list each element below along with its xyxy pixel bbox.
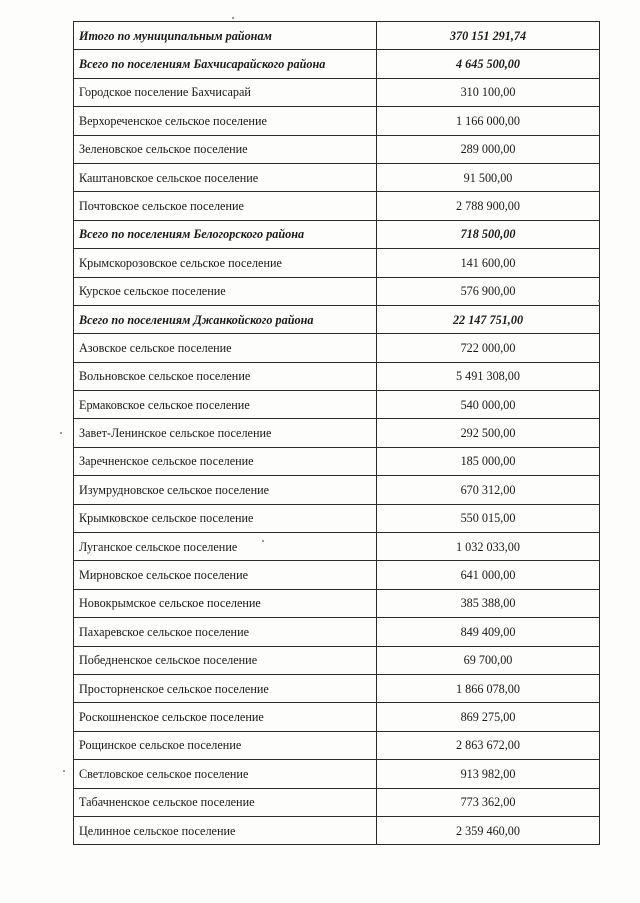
- settlement-name-cell: Табачненское сельское поселение: [74, 788, 377, 816]
- table-row-subtotal: [74, 220, 600, 248]
- amount-cell: 641 000,00: [377, 561, 600, 589]
- amount-cell: 849 409,00: [377, 618, 600, 646]
- amount-cell: 1 166 000,00: [377, 107, 600, 135]
- table-row-subtotal: [74, 50, 600, 78]
- amount-cell: 22 147 751,00: [377, 305, 600, 333]
- table-row: [74, 646, 600, 674]
- scan-speck: [60, 432, 62, 434]
- settlement-name-cell: Городское поселение Бахчисарай: [74, 78, 377, 106]
- amount-cell: 2 788 900,00: [377, 192, 600, 220]
- table-row: [74, 163, 600, 191]
- table-row: [74, 760, 600, 788]
- settlement-name-cell: Светловское сельское поселение: [74, 760, 377, 788]
- table-row: [74, 135, 600, 163]
- table-row: [74, 788, 600, 816]
- amount-cell: 1 032 033,00: [377, 533, 600, 561]
- amount-cell: 5 491 308,00: [377, 362, 600, 390]
- table-row: [74, 107, 600, 135]
- amount-cell: 289 000,00: [377, 135, 600, 163]
- scan-speck: [598, 300, 600, 302]
- amount-cell: 91 500,00: [377, 163, 600, 191]
- amount-cell: 1 866 078,00: [377, 674, 600, 702]
- amount-cell: 722 000,00: [377, 334, 600, 362]
- amount-cell: 292 500,00: [377, 419, 600, 447]
- amount-cell: 4 645 500,00: [377, 50, 600, 78]
- table-row: [74, 277, 600, 305]
- settlement-name-cell: Азовское сельское поселение: [74, 334, 377, 362]
- table-row: [74, 703, 600, 731]
- allocation-table-body: [74, 22, 600, 845]
- settlement-name-cell: Изумрудновское сельское поселение: [74, 476, 377, 504]
- amount-cell: 576 900,00: [377, 277, 600, 305]
- allocation-table: [73, 21, 600, 845]
- amount-cell: 718 500,00: [377, 220, 600, 248]
- amount-cell: 370 151 291,74: [377, 22, 600, 50]
- amount-cell: 773 362,00: [377, 788, 600, 816]
- settlement-name-cell: Луганское сельское поселение: [74, 533, 377, 561]
- settlement-name-cell: Крымковское сельское поселение: [74, 504, 377, 532]
- amount-cell: 385 388,00: [377, 589, 600, 617]
- table-row: [74, 589, 600, 617]
- table-row: [74, 504, 600, 532]
- settlement-name-cell: Новокрымское сельское поселение: [74, 589, 377, 617]
- settlement-name-cell: Всего по поселениям Джанкойского района: [74, 305, 377, 333]
- settlement-name-cell: Курское сельское поселение: [74, 277, 377, 305]
- settlement-name-cell: Всего по поселениям Белогорского района: [74, 220, 377, 248]
- amount-cell: 185 000,00: [377, 447, 600, 475]
- settlement-name-cell: Победненское сельское поселение: [74, 646, 377, 674]
- settlement-name-cell: Мирновское сельское поселение: [74, 561, 377, 589]
- settlement-name-cell: Зеленовское сельское поселение: [74, 135, 377, 163]
- table-row: [74, 419, 600, 447]
- settlement-name-cell: Целинное сельское поселение: [74, 816, 377, 844]
- table-row: [74, 447, 600, 475]
- settlement-name-cell: Пахаревское сельское поселение: [74, 618, 377, 646]
- table-row: [74, 674, 600, 702]
- table-row: [74, 334, 600, 362]
- table-row-subtotal: [74, 305, 600, 333]
- scan-speck: [63, 770, 65, 772]
- table-row: [74, 249, 600, 277]
- table-row: [74, 391, 600, 419]
- amount-cell: 2 359 460,00: [377, 816, 600, 844]
- table-row: [74, 731, 600, 759]
- settlement-name-cell: Крымскорозовское сельское поселение: [74, 249, 377, 277]
- settlement-name-cell: Ермаковское сельское поселение: [74, 391, 377, 419]
- amount-cell: 540 000,00: [377, 391, 600, 419]
- table-row: [74, 476, 600, 504]
- settlement-name-cell: Рощинское сельское поселение: [74, 731, 377, 759]
- settlement-name-cell: Верхореченское сельское поселение: [74, 107, 377, 135]
- settlement-name-cell: Роскошненское сельское поселение: [74, 703, 377, 731]
- amount-cell: 141 600,00: [377, 249, 600, 277]
- scan-speck: [232, 17, 234, 19]
- amount-cell: 670 312,00: [377, 476, 600, 504]
- settlement-name-cell: Заречненское сельское поселение: [74, 447, 377, 475]
- settlement-name-cell: Завет-Ленинское сельское поселение: [74, 419, 377, 447]
- table-row: [74, 618, 600, 646]
- amount-cell: 869 275,00: [377, 703, 600, 731]
- settlement-name-cell: Вольновское сельское поселение: [74, 362, 377, 390]
- settlement-name-cell: Просторненское сельское поселение: [74, 674, 377, 702]
- table-row-subtotal: [74, 22, 600, 50]
- table-row: [74, 561, 600, 589]
- amount-cell: 69 700,00: [377, 646, 600, 674]
- scan-speck: [262, 540, 264, 542]
- table-row: [74, 816, 600, 844]
- amount-cell: 2 863 672,00: [377, 731, 600, 759]
- table-row: [74, 192, 600, 220]
- settlement-name-cell: Почтовское сельское поселение: [74, 192, 377, 220]
- settlement-name-cell: Каштановское сельское поселение: [74, 163, 377, 191]
- amount-cell: 550 015,00: [377, 504, 600, 532]
- amount-cell: 913 982,00: [377, 760, 600, 788]
- table-row: [74, 362, 600, 390]
- amount-cell: 310 100,00: [377, 78, 600, 106]
- table-row: [74, 533, 600, 561]
- table-row: [74, 78, 600, 106]
- settlement-name-cell: Итого по муниципальным районам: [74, 22, 377, 50]
- settlement-name-cell: Всего по поселениям Бахчисарайского района: [74, 50, 377, 78]
